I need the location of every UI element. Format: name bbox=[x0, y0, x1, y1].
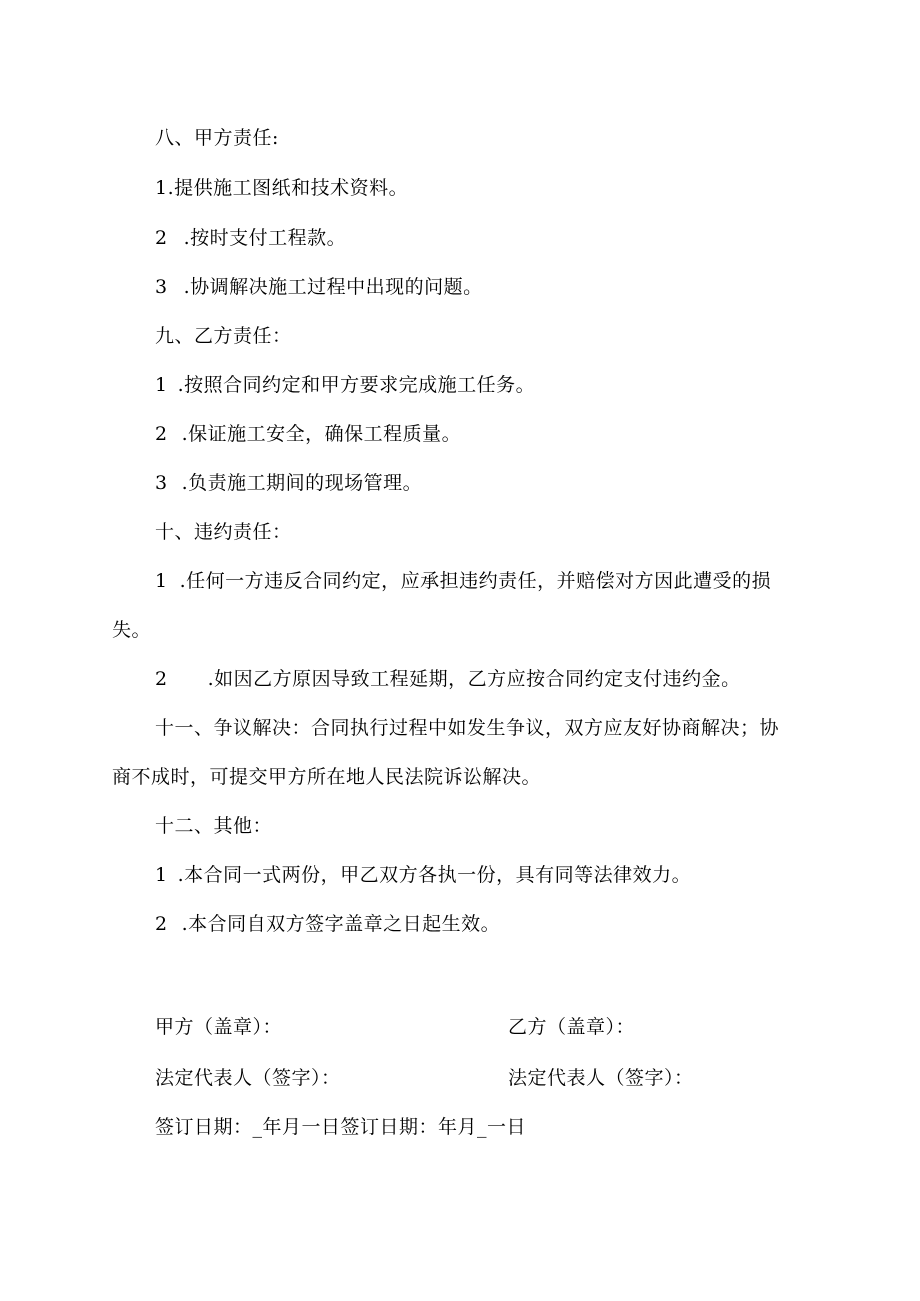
item-text: .本合同一式两份，甲乙双方各执一份，具有同等法律效力。 bbox=[177, 864, 692, 886]
item-number: 1 bbox=[155, 374, 168, 396]
section-8-heading: 八、甲方责任: bbox=[155, 127, 279, 149]
item-text: .如因乙方原因导致工程延期，乙方应按合同约定支付违约金。 bbox=[207, 668, 741, 690]
section-10-item-1 bbox=[155, 569, 771, 593]
party-a-seal-label: 甲方（盖章）： bbox=[155, 1016, 283, 1038]
item-number: 3 bbox=[155, 472, 168, 494]
party-b-representative-label: 法定代表人（签字）： bbox=[508, 1067, 694, 1089]
item-text: .按照合同约定和甲方要求完成施工任务。 bbox=[177, 374, 536, 396]
item-number: 2 bbox=[155, 668, 168, 690]
item-number: 2 bbox=[155, 227, 168, 249]
section-12-item-1 bbox=[155, 863, 691, 887]
section-10-item-1-continuation: 失。 bbox=[112, 619, 152, 641]
signing-date-line: 签订日期：_年月一日签订日期：年月_一日 bbox=[155, 1116, 527, 1138]
section-12-item-2 bbox=[155, 912, 500, 936]
item-number: 3 bbox=[155, 276, 168, 298]
section-10-item-2 bbox=[155, 667, 741, 691]
item-number: 1 bbox=[155, 864, 168, 886]
item-number: 1 bbox=[155, 177, 168, 199]
item-text: .负责施工期间的现场管理。 bbox=[181, 472, 423, 494]
section-8-item-1 bbox=[155, 176, 408, 200]
section-8-item-2 bbox=[155, 226, 346, 250]
section-10-heading: 十、违约责任： bbox=[155, 521, 292, 543]
section-11-line-1: 十一、争议解决：合同执行过程中如发生争议，双方应友好协商解决；协 bbox=[155, 717, 780, 739]
item-text: .本合同自双方签字盖章之日起生效。 bbox=[181, 913, 501, 935]
section-9-item-2 bbox=[155, 422, 461, 446]
section-12-heading: 十二、其他： bbox=[155, 815, 273, 837]
section-8-item-3 bbox=[155, 275, 483, 299]
item-text: .提供施工图纸和技术资料。 bbox=[167, 177, 409, 199]
party-a-representative-label: 法定代表人（签字）： bbox=[155, 1067, 341, 1089]
section-11-line-2: 商不成时，可提交甲方所在地人民法院诉讼解决。 bbox=[112, 766, 542, 788]
item-number: 1 bbox=[155, 570, 168, 592]
party-b-seal-label: 乙方（盖章）： bbox=[508, 1016, 636, 1038]
section-9-heading: 九、乙方责任： bbox=[155, 325, 292, 347]
item-text: .任何一方违反合同约定，应承担违约责任，并赔偿对方因此遭受的损 bbox=[179, 570, 772, 592]
section-9-item-1 bbox=[155, 373, 535, 397]
section-9-item-3 bbox=[155, 471, 422, 495]
item-number: 2 bbox=[155, 913, 168, 935]
item-text: .保证施工安全，确保工程质量。 bbox=[181, 423, 462, 445]
item-number: 2 bbox=[155, 423, 168, 445]
item-text: .按时支付工程款。 bbox=[183, 227, 347, 249]
item-text: .协调解决施工过程中出现的问题。 bbox=[183, 276, 483, 298]
